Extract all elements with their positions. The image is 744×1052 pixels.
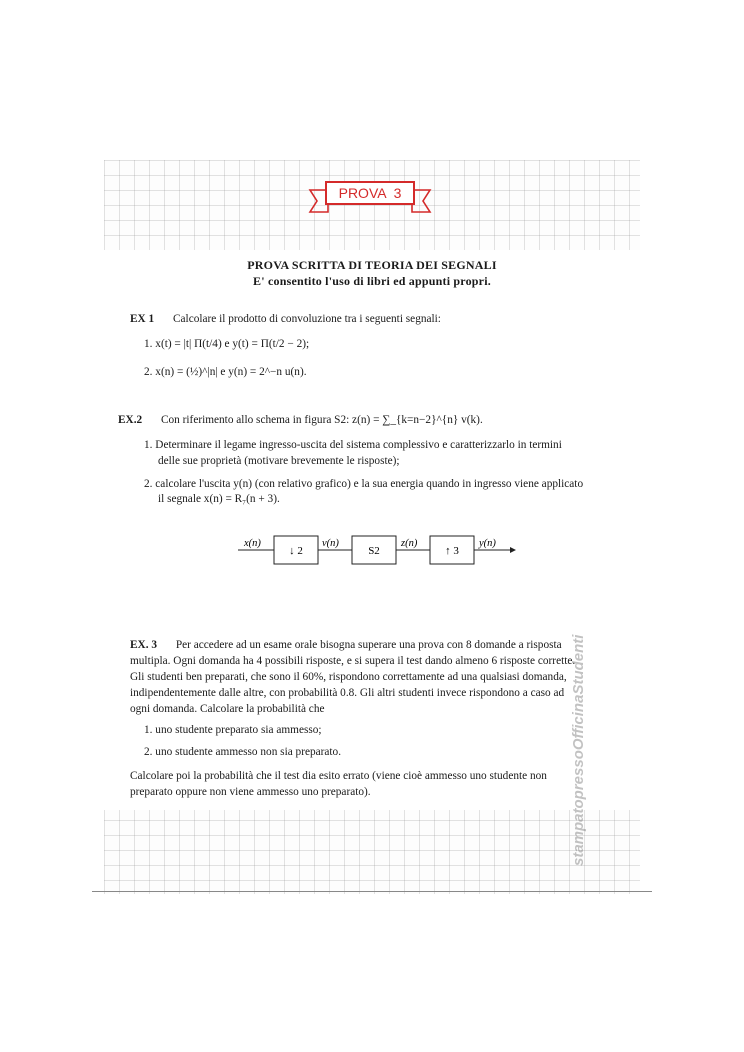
ex3-line-1-text: Per accedere ad un esame orale bisogna superare una prova con 8 domande a risposta — [175, 639, 562, 651]
diagram-block1-label: ↓ 2 — [289, 545, 303, 557]
diagram-input-label: x(n) — [244, 538, 261, 549]
diagram-mid2-label: z(n) — [401, 538, 418, 549]
ex3-item-2: 2. uno studente ammesso non sia preparato. — [144, 746, 342, 758]
ex1-heading — [130, 311, 441, 328]
ex2-item-1-line-2: delle sue proprietà (motivare brevemente le risposte); — [158, 455, 400, 467]
ex3-line-5: ogni domanda. Calcolare la probabilità che — [130, 703, 325, 715]
page-bottom-rule — [92, 891, 652, 892]
ex2-item-2-line-1: 2. calcolare l'uscita y(n) (con relativo grafico) e la sua energia quando in ingresso viene applicato — [144, 478, 584, 490]
ex3-line-1 — [130, 637, 562, 654]
ex3-closing-line-2: preparato oppure non viene ammesso uno preparato). — [130, 786, 371, 798]
prova-stamp — [308, 178, 432, 218]
ex2-label: EX.2 — [118, 414, 143, 426]
ex3-line-3: Gli studenti ben preparati, che sono il 60%, rispondono correttamente ad una qualsiasi domanda, — [130, 671, 567, 683]
page-title: PROVA SCRITTA DI TEORIA DEI SEGNALI — [247, 258, 497, 272]
ex3-line-4: indipendentemente dalle altre, con probabilità 0.8. Gli altri studenti invece rispondono a caso ad — [130, 687, 565, 699]
diagram-output-label: y(n) — [479, 538, 496, 549]
ex3-label: EX. 3 — [130, 639, 157, 651]
ex3-item-1: 1. uno studente preparato sia ammesso; — [144, 724, 322, 736]
diagram-block3-label: ↑ 3 — [445, 545, 459, 557]
page-subtitle: E' consentito l'uso di libri ed appunti propri. — [253, 274, 491, 288]
ex2-item-2-line-2: il segnale x(n) = R₇(n + 3). — [158, 493, 280, 505]
diagram-block2-label: S2 — [368, 545, 380, 557]
ex1-intro: Calcolare il prodotto di convoluzione tra i seguenti segnali: — [173, 313, 441, 325]
ex2-heading — [118, 412, 483, 429]
ex1-item-1: 1. x(t) = |t| Π(t/4) e y(t) = Π(t/2 − 2); — [144, 338, 310, 350]
ex2-intro: Con riferimento allo schema in figura S2: z(n) = ∑_{k=n−2}^{n} v(k). — [161, 414, 483, 426]
block-diagram-s2 — [230, 528, 520, 572]
output-arrow-icon — [510, 547, 516, 553]
diagram-mid1-label: v(n) — [322, 538, 339, 549]
ex2-item-1-line-1: 1. Determinare il legame ingresso-uscita del sistema complessivo e caratterizzarlo in termini — [144, 439, 562, 451]
ex1-label: EX 1 — [130, 313, 155, 325]
stamp-label: PROVA 3 — [338, 185, 402, 201]
ex3-line-2: multipla. Ogni domanda ha 4 possibili risposte, e si supera il test dando almeno 6 risposte corrette. — [130, 655, 576, 667]
ex3-closing-line-1: Calcolare poi la probabilità che il test dia esito errato (viene cioè ammesso uno studente non — [130, 770, 547, 782]
ex1-item-2: 2. x(n) = (½)^|n| e y(n) = 2^−n u(n). — [144, 366, 307, 378]
watermark-text: stampatopressoOfficinaStudenti — [570, 634, 587, 866]
